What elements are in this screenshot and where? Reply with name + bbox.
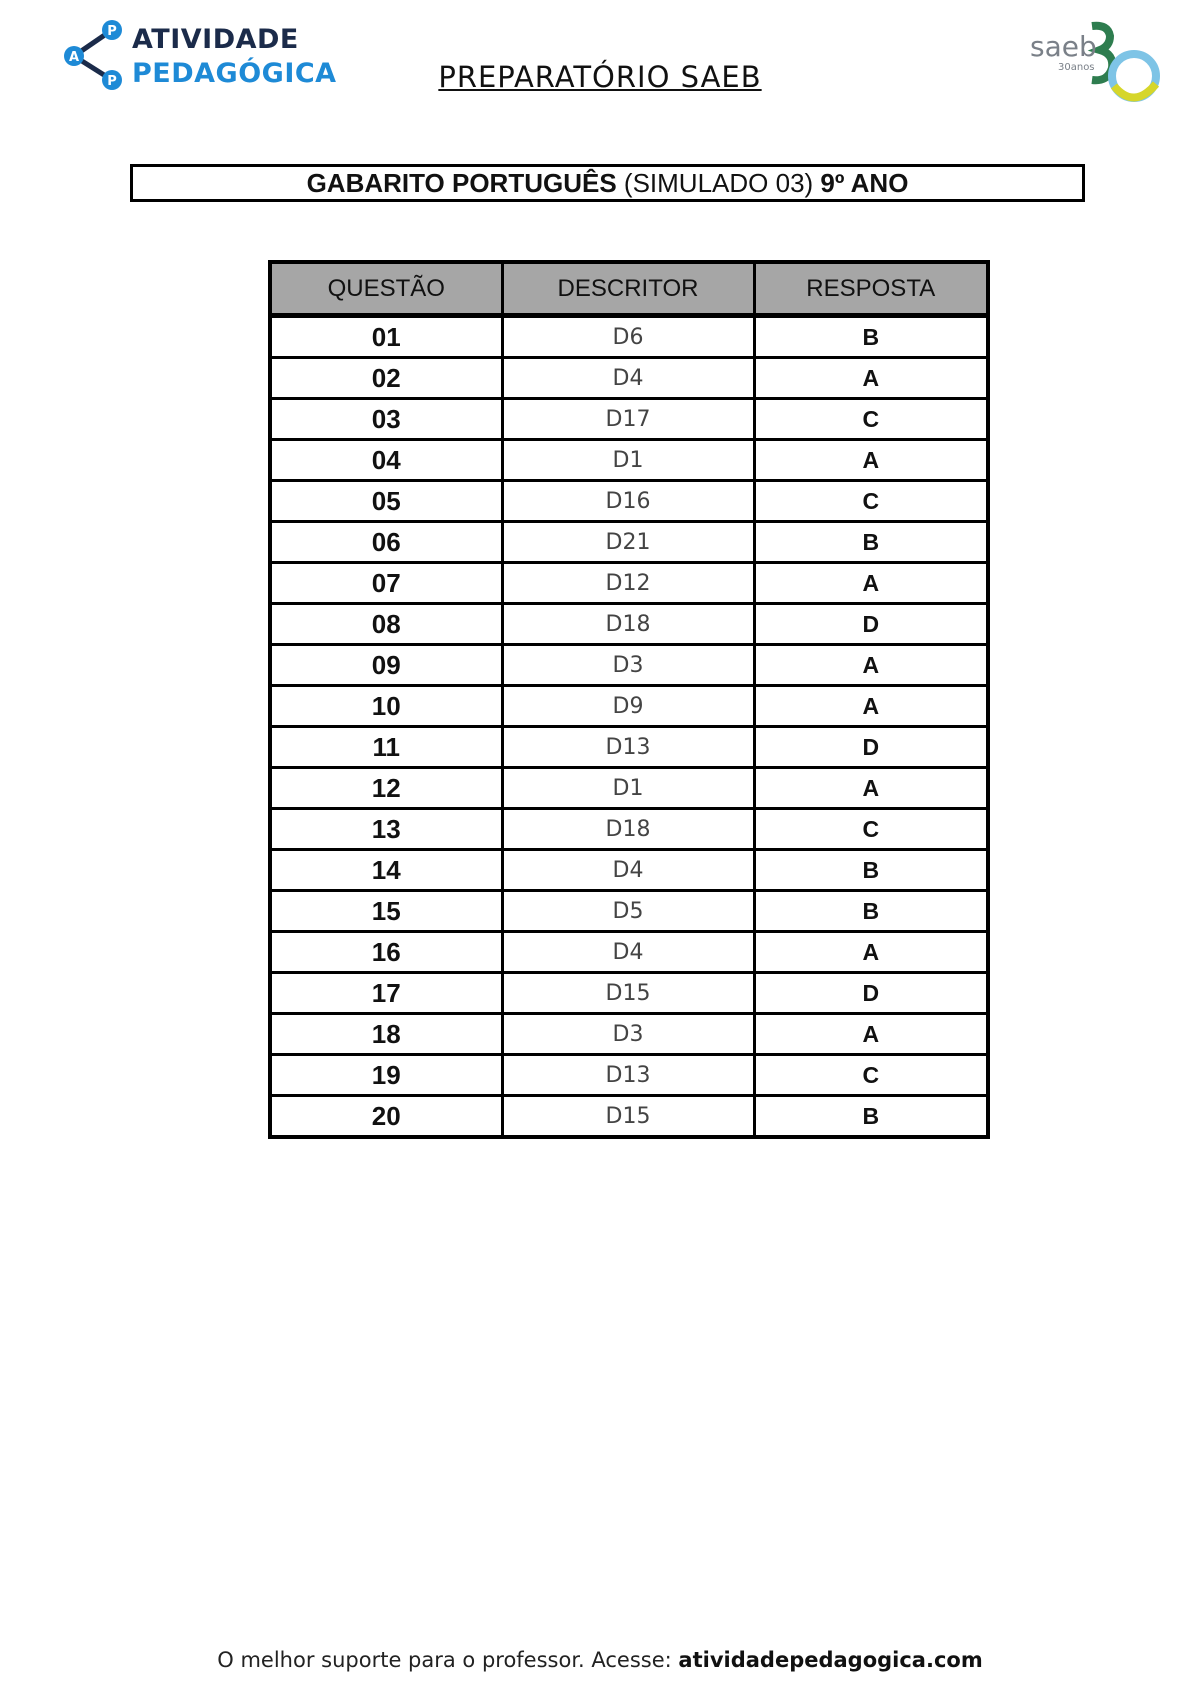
resposta-cell: A <box>754 440 988 481</box>
table-row <box>270 891 988 932</box>
resposta-cell: C <box>754 481 988 522</box>
descritor-cell: D21 <box>502 522 754 563</box>
saeb-text: saeb <box>1030 30 1097 63</box>
table-header-row <box>270 262 988 316</box>
questao-cell: 09 <box>270 645 502 686</box>
resposta-cell: D <box>754 973 988 1014</box>
resposta-cell: C <box>754 399 988 440</box>
questao-cell: 12 <box>270 768 502 809</box>
resposta-cell: B <box>754 522 988 563</box>
logo-line1: ATIVIDADE <box>132 24 299 55</box>
resposta-cell: A <box>754 932 988 973</box>
descritor-cell: D18 <box>502 604 754 645</box>
resposta-cell: B <box>754 850 988 891</box>
questao-cell: 13 <box>270 809 502 850</box>
questao-cell: 11 <box>270 727 502 768</box>
questao-cell: 08 <box>270 604 502 645</box>
questao-cell: 07 <box>270 563 502 604</box>
resposta-cell: C <box>754 1055 988 1096</box>
descritor-cell: D12 <box>502 563 754 604</box>
resposta-cell: B <box>754 316 988 358</box>
banner-grade: 9º ANO <box>820 168 909 198</box>
table-row <box>270 563 988 604</box>
questao-cell: 05 <box>270 481 502 522</box>
table-row <box>270 768 988 809</box>
descritor-cell: D15 <box>502 973 754 1014</box>
descritor-cell: D1 <box>502 440 754 481</box>
saeb-subtext: 30anos <box>1058 62 1095 73</box>
table-row <box>270 1014 988 1055</box>
table-row <box>270 932 988 973</box>
questao-cell: 04 <box>270 440 502 481</box>
badge-a: A <box>68 50 80 65</box>
table-row <box>270 809 988 850</box>
badge-p-bottom: P <box>107 74 117 89</box>
descritor-cell: D4 <box>502 358 754 399</box>
questao-cell: 20 <box>270 1096 502 1138</box>
questao-cell: 03 <box>270 399 502 440</box>
questao-cell: 01 <box>270 316 502 358</box>
table-row <box>270 645 988 686</box>
table-row <box>270 440 988 481</box>
table-row <box>270 973 988 1014</box>
table-row <box>270 399 988 440</box>
header-resposta: RESPOSTA <box>754 262 988 316</box>
descritor-cell: D16 <box>502 481 754 522</box>
table-row <box>270 358 988 399</box>
footer-text: O melhor suporte para o professor. Acesse: <box>217 1648 672 1672</box>
resposta-cell: B <box>754 891 988 932</box>
descritor-cell: D3 <box>502 1014 754 1055</box>
resposta-cell: C <box>754 809 988 850</box>
table-row <box>270 481 988 522</box>
saeb-30-anos-logo <box>1030 18 1170 103</box>
questao-cell: 06 <box>270 522 502 563</box>
questao-cell: 15 <box>270 891 502 932</box>
questao-cell: 18 <box>270 1014 502 1055</box>
table-row <box>270 522 988 563</box>
descritor-cell: D1 <box>502 768 754 809</box>
badge-p-top: P <box>107 24 117 39</box>
table-row <box>270 686 988 727</box>
descritor-cell: D5 <box>502 891 754 932</box>
descritor-cell: D3 <box>502 645 754 686</box>
table-row <box>270 1096 988 1138</box>
questao-cell: 10 <box>270 686 502 727</box>
gabarito-banner <box>130 164 1085 202</box>
banner-simulado: (SIMULADO 03) <box>623 168 814 198</box>
page-title: PREPARATÓRIO SAEB <box>438 60 762 94</box>
descritor-cell: D4 <box>502 850 754 891</box>
header-questao: QUESTÃO <box>270 262 502 316</box>
resposta-cell: B <box>754 1096 988 1138</box>
descritor-cell: D9 <box>502 686 754 727</box>
resposta-cell: A <box>754 1014 988 1055</box>
questao-cell: 02 <box>270 358 502 399</box>
questao-cell: 16 <box>270 932 502 973</box>
questao-cell: 17 <box>270 973 502 1014</box>
descritor-cell: D18 <box>502 809 754 850</box>
resposta-cell: A <box>754 645 988 686</box>
resposta-cell: A <box>754 686 988 727</box>
descritor-cell: D15 <box>502 1096 754 1138</box>
resposta-cell: A <box>754 563 988 604</box>
answer-key-table <box>268 260 990 1139</box>
footer <box>0 1648 1200 1672</box>
table-row <box>270 604 988 645</box>
descritor-cell: D6 <box>502 316 754 358</box>
descritor-cell: D13 <box>502 727 754 768</box>
banner-subject: GABARITO PORTUGUÊS <box>306 168 617 198</box>
questao-cell: 14 <box>270 850 502 891</box>
resposta-cell: D <box>754 604 988 645</box>
descritor-cell: D17 <box>502 399 754 440</box>
resposta-cell: A <box>754 358 988 399</box>
table-row <box>270 727 988 768</box>
header-descritor: DESCRITOR <box>502 262 754 316</box>
table-row <box>270 850 988 891</box>
footer-link[interactable]: atividadepedagogica.com <box>678 1648 983 1672</box>
logo-line2: PEDAGÓGICA <box>132 58 337 89</box>
table-row <box>270 316 988 358</box>
resposta-cell: D <box>754 727 988 768</box>
table-row <box>270 1055 988 1096</box>
descritor-cell: D4 <box>502 932 754 973</box>
questao-cell: 19 <box>270 1055 502 1096</box>
resposta-cell: A <box>754 768 988 809</box>
descritor-cell: D13 <box>502 1055 754 1096</box>
